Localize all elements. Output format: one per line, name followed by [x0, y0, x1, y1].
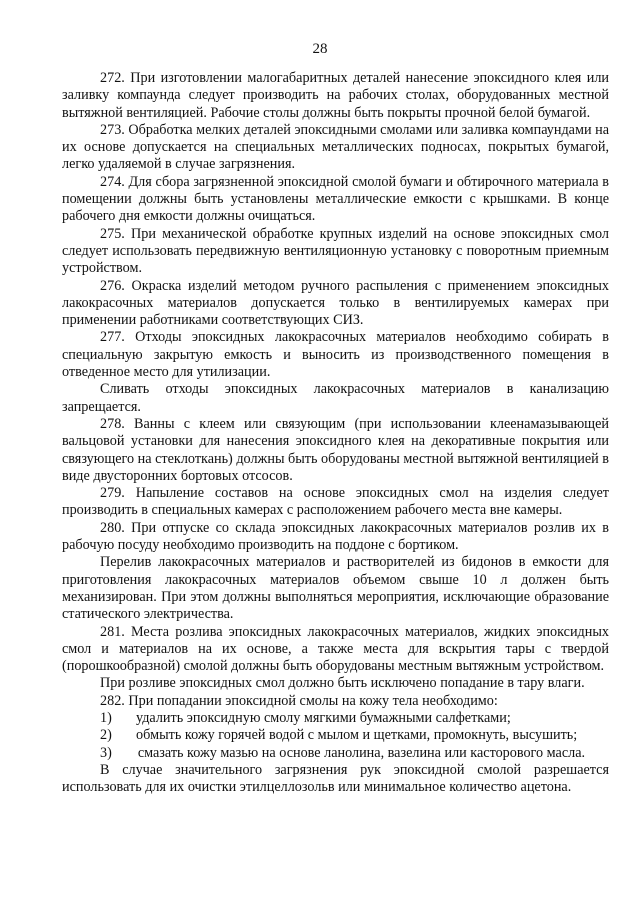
list-item-number: 2) — [100, 727, 112, 744]
list-item — [62, 745, 609, 762]
list-item-number: 1) — [100, 709, 112, 726]
list-item-text: обмыть кожу горячей водой с мылом и щетками, промокнуть, высушить; — [136, 727, 578, 744]
paragraph-282-final: В случае значительного загрязнения рук эпоксидной смолой разрешается использовать для их очистки этилцеллозольв или минимальное количество ацетона. — [62, 761, 609, 796]
paragraph-280-continued: Перелив лакокрасочных материалов и растворителей из бидонов в емкости для приготовления лакокрасочных материалов объемом свыше 10 л должен быть механизирован. При этом должны выполняться мероприятия, исключающие образование статического электричества. — [62, 554, 609, 623]
paragraph-277-continued: Сливать отходы эпоксидных лакокрасочных материалов в канализацию запрещается. — [62, 381, 609, 415]
paragraph-277: 277. Отходы эпоксидных лакокрасочных материалов необходимо собирать в специальную закрытую емкость и выносить из производственного помещения в отведенное место для утилизации. — [62, 329, 609, 381]
paragraph-272: 272. При изготовлении малогабаритных деталей нанесение эпоксидного клея или заливку компаунда следует производить на рабочих столах, оборудованных местной вытяжной вентиляцией. Рабочие столы должны быть покрыты прочной белой бумагой. — [62, 70, 609, 121]
list-item-text: удалить эпоксидную смолу мягкими бумажными салфетками; — [136, 709, 511, 726]
page-number: 28 — [312, 41, 328, 57]
list-item-text: смазать кожу мазью на основе ланолина, вазелина или касторового масла. — [137, 744, 586, 761]
paragraph-281: 281. Места розлива эпоксидных лакокрасочных материалов, жидких эпоксидных смол и материалов на их основе, а также места для вскрытия тары с твердой (порошкообразной) смолой должны быть оборудованы местным вытяжным устройством. — [62, 623, 609, 675]
list-item-number: 3) — [100, 744, 112, 761]
paragraph-279: 279. Напыление составов на основе эпоксидных смол на изделия следует производить в специальных камерах с расположением рабочего места вне камеры. — [62, 485, 609, 519]
paragraph-276: 276. Окраска изделий методом ручного распыления с применением эпоксидных лакокрасочных материалов допускается только в вентилируемых камерах при применении работниками соответствующих СИЗ. — [62, 277, 609, 329]
paragraph-280: 280. При отпуске со склада эпоксидных лакокрасочных материалов розлив их в рабочую посуду необходимо производить на поддоне с бортиком. — [62, 519, 609, 554]
paragraph-275: 275. При механической обработке крупных изделий на основе эпоксидных смол следует использовать передвижную вентиляционную установку с поворотным приемным устройством. — [62, 225, 609, 277]
paragraph-273: 273. Обработка мелких деталей эпоксидными смолами или заливка компаундами на их основе допускается на специальных металлических подносах, покрытых бумагой, легко удаляемой в случае загрязнения. — [62, 121, 609, 173]
list-item — [62, 710, 609, 727]
paragraph-282: 282. При попадании эпоксидной смолы на кожу тела необходимо: — [100, 692, 498, 709]
paragraph-281-continued: При розливе эпоксидных смол должно быть исключено попадание в тару влаги. — [100, 675, 585, 692]
paragraph-278: 278. Ванны с клеем или связующим (при использовании клеенамазывающей вальцовой установки для нанесения эпоксидного клея на декоративные покрытия или связующего на стеклоткань) должны быть оборудованы местной вытяжной вентиляцией в виде двусторонних бортовых отсосов. — [62, 415, 609, 484]
list-item — [62, 727, 609, 744]
paragraph-274: 274. Для сбора загрязненной эпоксидной смолой бумаги и обтирочного материала в помещении должны быть установлены металлические емкости с крышками. В конце рабочего дня емкости должны очищаться. — [62, 173, 609, 225]
document-body — [62, 70, 609, 796]
